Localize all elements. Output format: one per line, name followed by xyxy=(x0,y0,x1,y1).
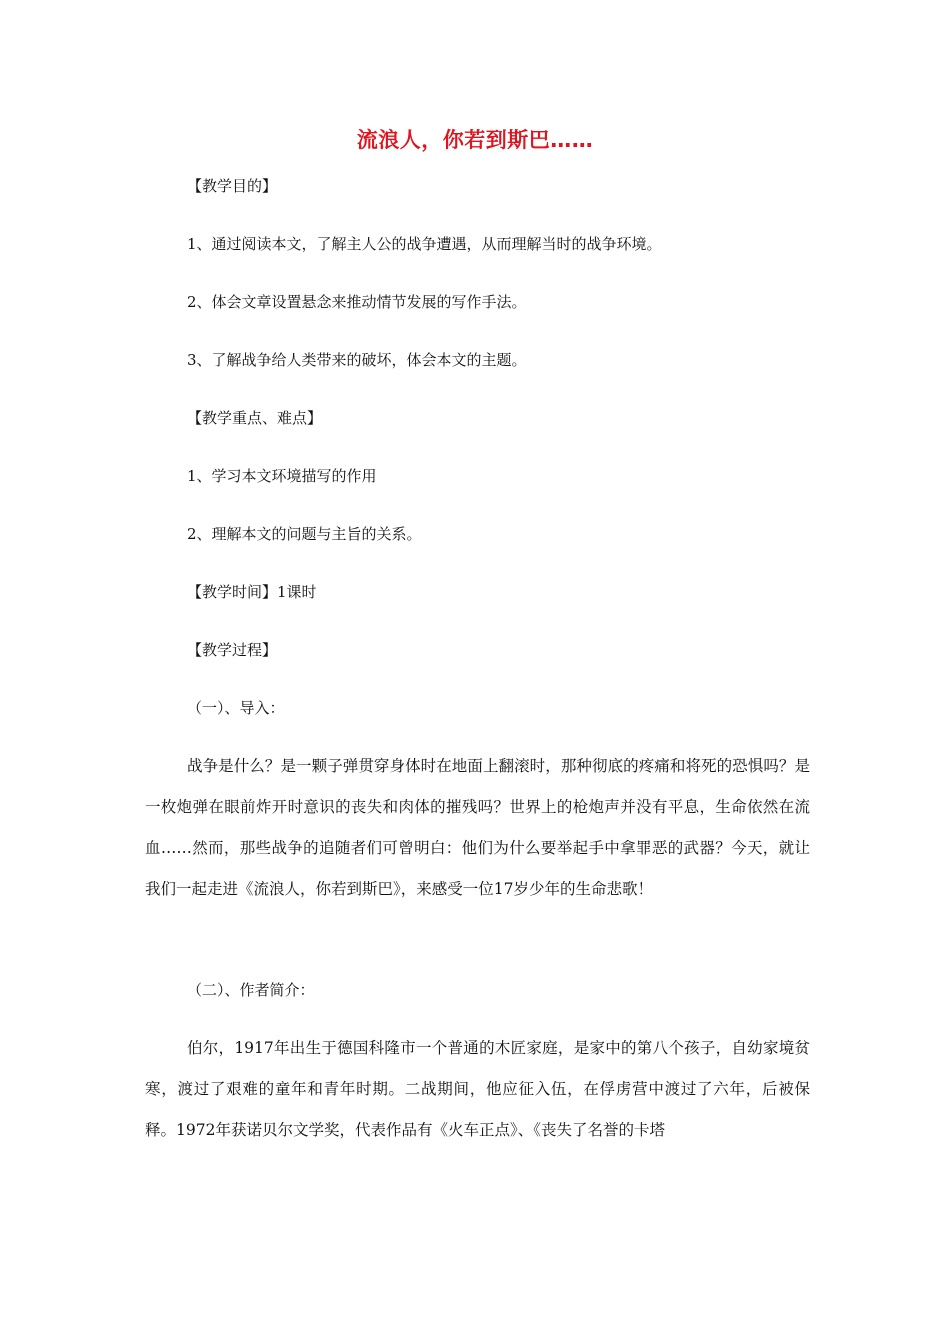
intro-heading: （一）、导入： xyxy=(187,699,285,717)
objective-item-1: 1、通过阅读本文，了解主人公的战争遭遇，从而理解当时的战争环境。 xyxy=(187,235,662,253)
objective-item-3: 3、了解战争给人类带来的破坏，体会本文的主题。 xyxy=(187,351,527,369)
key-point-item-1: 1、学习本文环境描写的作用 xyxy=(187,467,377,485)
author-heading: （二）、作者简介： xyxy=(187,981,315,999)
teaching-time: 【教学时间】1课时 xyxy=(187,583,317,601)
objective-item-2: 2、体会文章设置悬念来推动情节发展的写作手法。 xyxy=(187,293,527,311)
document-title: 流浪人，你若到斯巴…… xyxy=(356,128,594,152)
key-points-heading: 【教学重点、难点】 xyxy=(187,409,323,427)
objectives-heading: 【教学目的】 xyxy=(187,177,278,195)
key-point-item-2: 2、理解本文的问题与主旨的关系。 xyxy=(187,525,422,543)
process-heading: 【教学过程】 xyxy=(187,641,278,659)
author-paragraph: 伯尔，1917年出生于德国科隆市一个普通的木匠家庭，是家中的第八个孩子，自幼家境贫寒，渡过了艰难的童年和青年时期。二战期间，他应征入伍，在俘虏营中渡过了六年，后被保释。1972年获诺贝尔文学奖，代表作品有《火车正点》、《丧失了名誉的卡塔 xyxy=(145,1039,810,1139)
intro-paragraph: 战争是什么？是一颗子弹贯穿身体时在地面上翻滚时，那种彻底的疼痛和将死的恐惧吗？是一枚炮弹在眼前炸开时意识的丧失和肉体的摧残吗？世界上的枪炮声并没有平息，生命依然在流血……然而，那些战争的追随者们可曾明白：他们为什么要举起手中拿罪恶的武器？今天，就让我们一起走进《流浪人，你若到斯巴》，来感受一位17岁少年的生命悲歌！ xyxy=(145,757,810,898)
